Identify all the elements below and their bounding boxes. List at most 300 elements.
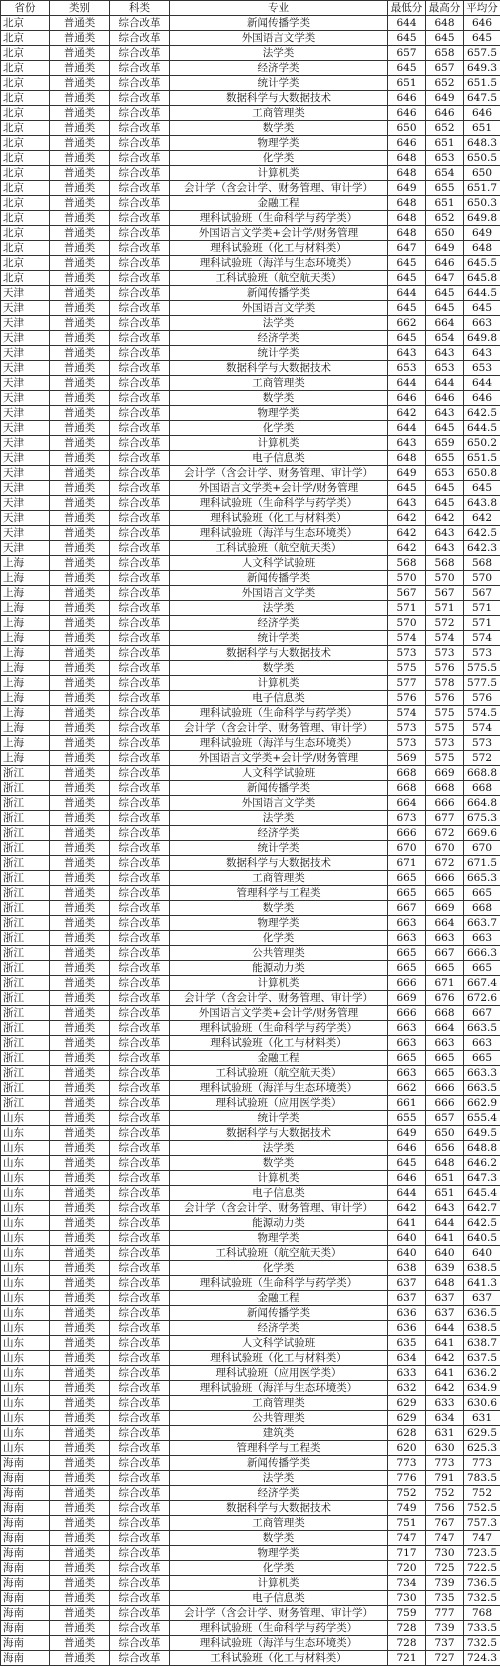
category-cell: 普通类 <box>50 1216 110 1231</box>
subject-type-cell: 综合改革 <box>110 1606 170 1621</box>
province-cell: 天津 <box>1 406 50 421</box>
avg-score-cell: 671.5 <box>464 856 500 871</box>
subject-type-cell: 综合改革 <box>110 1186 170 1201</box>
table-row <box>1 796 500 811</box>
table-row <box>1 1651 500 1666</box>
max-score-cell: 572 <box>426 616 464 631</box>
province-cell: 浙江 <box>1 1021 50 1036</box>
province-cell: 天津 <box>1 286 50 301</box>
major-cell: 管理科学与工程类 <box>170 886 388 901</box>
subject-type-cell: 综合改革 <box>110 121 170 136</box>
province-cell: 浙江 <box>1 1066 50 1081</box>
max-score-cell: 573 <box>426 646 464 661</box>
major-cell: 理科试验班（海洋与生态环境类） <box>170 1381 388 1396</box>
category-cell: 普通类 <box>50 1606 110 1621</box>
category-cell: 普通类 <box>50 226 110 241</box>
category-cell: 普通类 <box>50 1306 110 1321</box>
category-cell: 普通类 <box>50 271 110 286</box>
category-cell: 普通类 <box>50 1591 110 1606</box>
major-cell: 物理学类 <box>170 136 388 151</box>
major-cell: 化学类 <box>170 931 388 946</box>
category-cell: 普通类 <box>50 1156 110 1171</box>
min-score-cell: 636 <box>388 1321 426 1336</box>
subject-type-cell: 综合改革 <box>110 1036 170 1051</box>
province-cell: 山东 <box>1 1366 50 1381</box>
avg-score-cell: 642.5 <box>464 526 500 541</box>
table-row <box>1 871 500 886</box>
category-cell: 普通类 <box>50 946 110 961</box>
table-row <box>1 316 500 331</box>
table-row <box>1 106 500 121</box>
category-cell: 普通类 <box>50 331 110 346</box>
major-cell: 理科试验班（化工与材料类） <box>170 1036 388 1051</box>
major-cell: 经济学类 <box>170 1486 388 1501</box>
province-cell: 北京 <box>1 256 50 271</box>
avg-score-cell: 644.5 <box>464 286 500 301</box>
header-major: 专业 <box>170 1 388 16</box>
category-cell: 普通类 <box>50 346 110 361</box>
major-cell: 外国语言文学类+会计学/财务管理 <box>170 226 388 241</box>
category-cell: 普通类 <box>50 1261 110 1276</box>
major-cell: 理科试验班（生命科学与药学类） <box>170 496 388 511</box>
min-score-cell: 645 <box>388 1156 426 1171</box>
max-score-cell: 666 <box>426 871 464 886</box>
max-score-cell: 645 <box>426 286 464 301</box>
subject-type-cell: 综合改革 <box>110 91 170 106</box>
max-score-cell: 658 <box>426 46 464 61</box>
avg-score-cell: 638.5 <box>464 1321 500 1336</box>
category-cell: 普通类 <box>50 376 110 391</box>
subject-type-cell: 综合改革 <box>110 391 170 406</box>
province-cell: 海南 <box>1 1471 50 1486</box>
subject-type-cell: 综合改革 <box>110 376 170 391</box>
table-row <box>1 601 500 616</box>
major-cell: 法学类 <box>170 1471 388 1486</box>
table-row <box>1 271 500 286</box>
subject-type-cell: 综合改革 <box>110 316 170 331</box>
province-cell: 浙江 <box>1 826 50 841</box>
subject-type-cell: 综合改革 <box>110 1576 170 1591</box>
category-cell: 普通类 <box>50 526 110 541</box>
category-cell: 普通类 <box>50 1096 110 1111</box>
table-row <box>1 1141 500 1156</box>
province-cell: 天津 <box>1 316 50 331</box>
subject-type-cell: 综合改革 <box>110 451 170 466</box>
min-score-cell: 665 <box>388 946 426 961</box>
category-cell: 普通类 <box>50 706 110 721</box>
province-cell: 山东 <box>1 1126 50 1141</box>
subject-type-cell: 综合改革 <box>110 166 170 181</box>
major-cell: 经济学类 <box>170 616 388 631</box>
table-row <box>1 1546 500 1561</box>
avg-score-cell: 675.3 <box>464 811 500 826</box>
province-cell: 浙江 <box>1 796 50 811</box>
subject-type-cell: 综合改革 <box>110 1531 170 1546</box>
min-score-cell: 663 <box>388 1036 426 1051</box>
major-cell: 数据科学与大数据技术 <box>170 1126 388 1141</box>
table-body <box>1 16 500 1666</box>
min-score-cell: 670 <box>388 841 426 856</box>
min-score-cell: 645 <box>388 31 426 46</box>
major-cell: 工商管理类 <box>170 106 388 121</box>
avg-score-cell: 722.5 <box>464 1561 500 1576</box>
category-cell: 普通类 <box>50 1561 110 1576</box>
table-row <box>1 1021 500 1036</box>
category-cell: 普通类 <box>50 1456 110 1471</box>
avg-score-cell: 629.5 <box>464 1426 500 1441</box>
category-cell: 普通类 <box>50 196 110 211</box>
max-score-cell: 657 <box>426 1111 464 1126</box>
table-row <box>1 1186 500 1201</box>
category-cell: 普通类 <box>50 916 110 931</box>
province-cell: 浙江 <box>1 916 50 931</box>
min-score-cell: 643 <box>388 496 426 511</box>
max-score-cell: 646 <box>426 391 464 406</box>
min-score-cell: 629 <box>388 1396 426 1411</box>
table-row <box>1 526 500 541</box>
province-cell: 海南 <box>1 1546 50 1561</box>
subject-type-cell: 综合改革 <box>110 211 170 226</box>
table-row <box>1 466 500 481</box>
avg-score-cell: 573 <box>464 736 500 751</box>
province-cell: 北京 <box>1 61 50 76</box>
subject-type-cell: 综合改革 <box>110 1321 170 1336</box>
subject-type-cell: 综合改革 <box>110 931 170 946</box>
subject-type-cell: 综合改革 <box>110 751 170 766</box>
avg-score-cell: 650.2 <box>464 436 500 451</box>
major-cell: 外国语言文学类 <box>170 586 388 601</box>
min-score-cell: 576 <box>388 691 426 706</box>
table-row <box>1 1441 500 1456</box>
subject-type-cell: 综合改革 <box>110 826 170 841</box>
subject-type-cell: 综合改革 <box>110 1261 170 1276</box>
province-cell: 山东 <box>1 1351 50 1366</box>
table-row <box>1 826 500 841</box>
max-score-cell: 650 <box>426 226 464 241</box>
avg-score-cell: 733.5 <box>464 1621 500 1636</box>
major-cell: 理科试验班（海洋与生态环境类） <box>170 1636 388 1651</box>
subject-type-cell: 综合改革 <box>110 1561 170 1576</box>
table-row <box>1 421 500 436</box>
max-score-cell: 641 <box>426 1231 464 1246</box>
avg-score-cell: 646 <box>464 106 500 121</box>
category-cell: 普通类 <box>50 181 110 196</box>
min-score-cell: 645 <box>388 256 426 271</box>
max-score-cell: 643 <box>426 541 464 556</box>
category-cell: 普通类 <box>50 886 110 901</box>
min-score-cell: 669 <box>388 991 426 1006</box>
province-cell: 上海 <box>1 556 50 571</box>
subject-type-cell: 综合改革 <box>110 676 170 691</box>
category-cell: 普通类 <box>50 1501 110 1516</box>
subject-type-cell: 综合改革 <box>110 106 170 121</box>
category-cell: 普通类 <box>50 541 110 556</box>
province-cell: 浙江 <box>1 991 50 1006</box>
subject-type-cell: 综合改革 <box>110 1441 170 1456</box>
avg-score-cell: 752 <box>464 1486 500 1501</box>
min-score-cell: 642 <box>388 406 426 421</box>
max-score-cell: 573 <box>426 736 464 751</box>
category-cell: 普通类 <box>50 31 110 46</box>
avg-score-cell: 768 <box>464 1606 500 1621</box>
table-row <box>1 451 500 466</box>
province-cell: 天津 <box>1 421 50 436</box>
avg-score-cell: 638.5 <box>464 1261 500 1276</box>
avg-score-cell: 640 <box>464 1246 500 1261</box>
avg-score-cell: 655.4 <box>464 1111 500 1126</box>
major-cell: 数据科学与大数据技术 <box>170 856 388 871</box>
major-cell: 理科试验班（化工与材料类） <box>170 511 388 526</box>
category-cell: 普通类 <box>50 1471 110 1486</box>
max-score-cell: 648 <box>426 1276 464 1291</box>
major-cell: 理科试验班（化工与材料类） <box>170 1351 388 1366</box>
province-cell: 浙江 <box>1 1081 50 1096</box>
province-cell: 北京 <box>1 226 50 241</box>
min-score-cell: 647 <box>388 241 426 256</box>
avg-score-cell: 663.5 <box>464 1081 500 1096</box>
major-cell: 新闻传播学类 <box>170 781 388 796</box>
avg-score-cell: 645.4 <box>464 1186 500 1201</box>
subject-type-cell: 综合改革 <box>110 436 170 451</box>
subject-type-cell: 综合改革 <box>110 361 170 376</box>
min-score-cell: 734 <box>388 1576 426 1591</box>
subject-type-cell: 综合改革 <box>110 271 170 286</box>
min-score-cell: 648 <box>388 226 426 241</box>
subject-type-cell: 综合改革 <box>110 946 170 961</box>
category-cell: 普通类 <box>50 211 110 226</box>
max-score-cell: 655 <box>426 181 464 196</box>
subject-type-cell: 综合改革 <box>110 811 170 826</box>
max-score-cell: 571 <box>426 601 464 616</box>
category-cell: 普通类 <box>50 571 110 586</box>
category-cell: 普通类 <box>50 736 110 751</box>
category-cell: 普通类 <box>50 1411 110 1426</box>
major-cell: 法学类 <box>170 811 388 826</box>
major-cell: 管理科学与工程类 <box>170 1441 388 1456</box>
min-score-cell: 644 <box>388 376 426 391</box>
major-cell: 理科试验班（海洋与生态环境类） <box>170 1081 388 1096</box>
min-score-cell: 646 <box>388 91 426 106</box>
avg-score-cell: 665.3 <box>464 871 500 886</box>
table-row <box>1 1051 500 1066</box>
province-cell: 浙江 <box>1 1006 50 1021</box>
province-cell: 天津 <box>1 481 50 496</box>
avg-score-cell: 666.3 <box>464 946 500 961</box>
table-row <box>1 991 500 1006</box>
category-cell: 普通类 <box>50 256 110 271</box>
province-cell: 浙江 <box>1 1051 50 1066</box>
min-score-cell: 567 <box>388 586 426 601</box>
max-score-cell: 568 <box>426 556 464 571</box>
major-cell: 理科试验班（海洋与生态环境类） <box>170 736 388 751</box>
subject-type-cell: 综合改革 <box>110 736 170 751</box>
avg-score-cell: 651.7 <box>464 181 500 196</box>
category-cell: 普通类 <box>50 931 110 946</box>
min-score-cell: 650 <box>388 121 426 136</box>
province-cell: 上海 <box>1 721 50 736</box>
province-cell: 山东 <box>1 1216 50 1231</box>
avg-score-cell: 644 <box>464 376 500 391</box>
max-score-cell: 576 <box>426 691 464 706</box>
table-row <box>1 1081 500 1096</box>
min-score-cell: 646 <box>388 106 426 121</box>
avg-score-cell: 577.5 <box>464 676 500 691</box>
avg-score-cell: 651.5 <box>464 451 500 466</box>
max-score-cell: 634 <box>426 1411 464 1426</box>
avg-score-cell: 665 <box>464 1051 500 1066</box>
header-avg-score: 平均分 <box>464 1 500 16</box>
major-cell: 金融工程 <box>170 1291 388 1306</box>
max-score-cell: 666 <box>426 1096 464 1111</box>
subject-type-cell: 综合改革 <box>110 616 170 631</box>
avg-score-cell: 631 <box>464 1411 500 1426</box>
min-score-cell: 664 <box>388 796 426 811</box>
province-cell: 海南 <box>1 1621 50 1636</box>
subject-type-cell: 综合改革 <box>110 766 170 781</box>
province-cell: 海南 <box>1 1516 50 1531</box>
major-cell: 工科试验班（化工与材料类） <box>170 1651 388 1666</box>
max-score-cell: 643 <box>426 346 464 361</box>
max-score-cell: 665 <box>426 886 464 901</box>
subject-type-cell: 综合改革 <box>110 46 170 61</box>
avg-score-cell: 645 <box>464 31 500 46</box>
avg-score-cell: 625.3 <box>464 1441 500 1456</box>
table-row <box>1 1531 500 1546</box>
subject-type-cell: 综合改革 <box>110 706 170 721</box>
province-cell: 天津 <box>1 361 50 376</box>
max-score-cell: 666 <box>426 1081 464 1096</box>
table-row <box>1 1471 500 1486</box>
header-min-score: 最低分 <box>388 1 426 16</box>
province-cell: 上海 <box>1 676 50 691</box>
province-cell: 浙江 <box>1 901 50 916</box>
subject-type-cell: 综合改革 <box>110 181 170 196</box>
major-cell: 会计学（含会计学、财务管理、审计学） <box>170 721 388 736</box>
category-cell: 普通类 <box>50 1336 110 1351</box>
min-score-cell: 648 <box>388 151 426 166</box>
avg-score-cell: 568 <box>464 556 500 571</box>
table-row <box>1 811 500 826</box>
avg-score-cell: 642.5 <box>464 1216 500 1231</box>
table-row <box>1 1426 500 1441</box>
avg-score-cell: 574 <box>464 721 500 736</box>
table-row <box>1 256 500 271</box>
max-score-cell: 756 <box>426 1501 464 1516</box>
major-cell: 工科试验班（航空航天类） <box>170 1246 388 1261</box>
avg-score-cell: 647.3 <box>464 1171 500 1186</box>
avg-score-cell: 747 <box>464 1531 500 1546</box>
subject-type-cell: 综合改革 <box>110 421 170 436</box>
table-row <box>1 301 500 316</box>
category-cell: 普通类 <box>50 781 110 796</box>
min-score-cell: 752 <box>388 1486 426 1501</box>
max-score-cell: 648 <box>426 16 464 31</box>
province-cell: 北京 <box>1 211 50 226</box>
min-score-cell: 776 <box>388 1471 426 1486</box>
subject-type-cell: 综合改革 <box>110 1276 170 1291</box>
category-cell: 普通类 <box>50 511 110 526</box>
category-cell: 普通类 <box>50 1126 110 1141</box>
max-score-cell: 656 <box>426 1141 464 1156</box>
avg-score-cell: 641.3 <box>464 1276 500 1291</box>
major-cell: 经济学类 <box>170 826 388 841</box>
avg-score-cell: 732.5 <box>464 1591 500 1606</box>
max-score-cell: 735 <box>426 1591 464 1606</box>
max-score-cell: 739 <box>426 1621 464 1636</box>
subject-type-cell: 综合改革 <box>110 1651 170 1666</box>
max-score-cell: 651 <box>426 1186 464 1201</box>
subject-type-cell: 综合改革 <box>110 1411 170 1426</box>
max-score-cell: 657 <box>426 61 464 76</box>
avg-score-cell: 642.3 <box>464 541 500 556</box>
subject-type-cell: 综合改革 <box>110 346 170 361</box>
province-cell: 北京 <box>1 166 50 181</box>
major-cell: 计算机类 <box>170 676 388 691</box>
major-cell: 经济学类 <box>170 331 388 346</box>
max-score-cell: 637 <box>426 1306 464 1321</box>
min-score-cell: 645 <box>388 271 426 286</box>
major-cell: 计算机类 <box>170 1171 388 1186</box>
category-cell: 普通类 <box>50 1546 110 1561</box>
max-score-cell: 777 <box>426 1606 464 1621</box>
max-score-cell: 659 <box>426 436 464 451</box>
min-score-cell: 634 <box>388 1351 426 1366</box>
province-cell: 浙江 <box>1 931 50 946</box>
min-score-cell: 657 <box>388 46 426 61</box>
min-score-cell: 574 <box>388 631 426 646</box>
table-row <box>1 241 500 256</box>
avg-score-cell: 668 <box>464 901 500 916</box>
category-cell: 普通类 <box>50 1381 110 1396</box>
header-subject-type: 科类 <box>110 1 170 16</box>
province-cell: 浙江 <box>1 1036 50 1051</box>
category-cell: 普通类 <box>50 1426 110 1441</box>
category-cell: 普通类 <box>50 1351 110 1366</box>
avg-score-cell: 667.4 <box>464 976 500 991</box>
max-score-cell: 637 <box>426 1291 464 1306</box>
max-score-cell: 665 <box>426 1051 464 1066</box>
max-score-cell: 642 <box>426 511 464 526</box>
subject-type-cell: 综合改革 <box>110 1621 170 1636</box>
avg-score-cell: 646 <box>464 391 500 406</box>
subject-type-cell: 综合改革 <box>110 31 170 46</box>
province-cell: 海南 <box>1 1501 50 1516</box>
min-score-cell: 653 <box>388 361 426 376</box>
table-row <box>1 1231 500 1246</box>
max-score-cell: 644 <box>426 1216 464 1231</box>
category-cell: 普通类 <box>50 1141 110 1156</box>
table-row <box>1 346 500 361</box>
max-score-cell: 672 <box>426 826 464 841</box>
min-score-cell: 637 <box>388 1291 426 1306</box>
avg-score-cell: 649.8 <box>464 331 500 346</box>
max-score-cell: 665 <box>426 1066 464 1081</box>
subject-type-cell: 综合改革 <box>110 1231 170 1246</box>
subject-type-cell: 综合改革 <box>110 1216 170 1231</box>
subject-type-cell: 综合改革 <box>110 331 170 346</box>
avg-score-cell: 669.6 <box>464 826 500 841</box>
max-score-cell: 630 <box>426 1441 464 1456</box>
major-cell: 数学类 <box>170 1531 388 1546</box>
table-row <box>1 1321 500 1336</box>
max-score-cell: 671 <box>426 976 464 991</box>
min-score-cell: 643 <box>388 436 426 451</box>
avg-score-cell: 574.5 <box>464 706 500 721</box>
min-score-cell: 648 <box>388 451 426 466</box>
table-row <box>1 436 500 451</box>
major-cell: 电子信息类 <box>170 691 388 706</box>
avg-score-cell: 663.3 <box>464 1066 500 1081</box>
